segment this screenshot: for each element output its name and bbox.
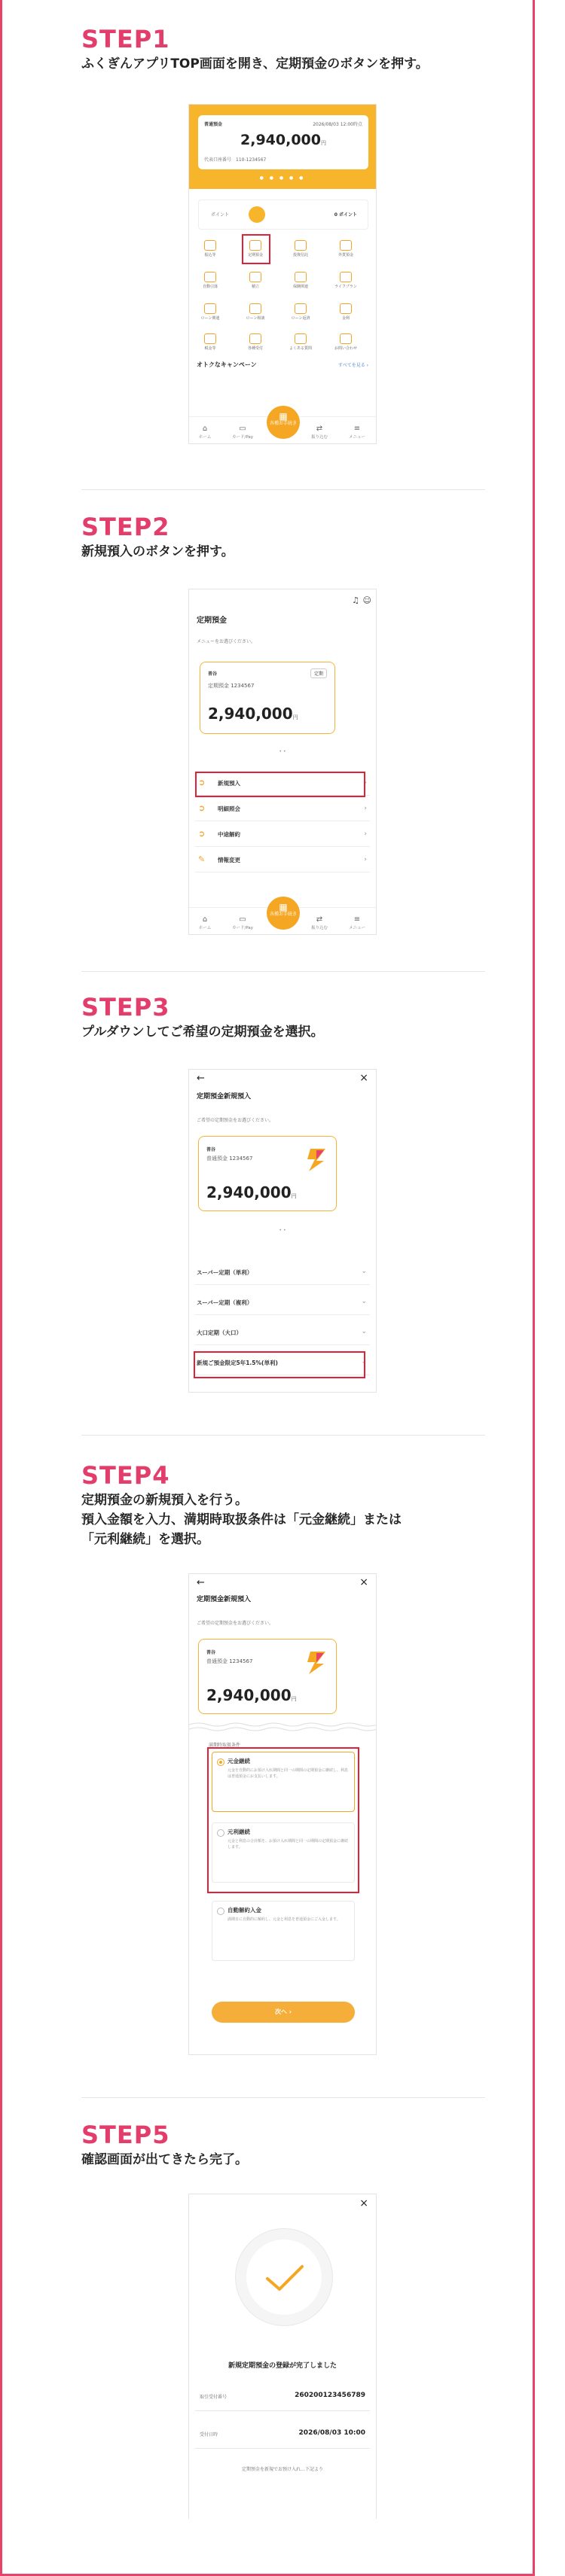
- chevron-right-icon: ›: [364, 856, 367, 863]
- menu-faq-icon[interactable]: よくある質問: [286, 333, 316, 351]
- tab-home[interactable]: ⌂ ホーム: [194, 915, 216, 930]
- tab-menu[interactable]: ≡ メニュー: [346, 915, 368, 930]
- points-unit: ポイント: [338, 212, 357, 218]
- branch-name: 普谷: [208, 671, 218, 677]
- step3-block: [81, 992, 324, 1042]
- screen2-subtitle: メニューをお選びください。: [197, 639, 256, 644]
- tab-home[interactable]: ⌂ ホーム: [194, 425, 216, 440]
- highlight-maturity-options: [207, 1747, 359, 1893]
- screen1-account-card[interactable]: [198, 115, 368, 169]
- separator-4: [81, 2097, 485, 2098]
- campaign-title: オトクなキャンペーン: [197, 361, 257, 368]
- account-label: 普通預金 1234567: [206, 1658, 253, 1664]
- menu-lifeplan-icon[interactable]: ライフプラン: [331, 272, 361, 289]
- close-icon[interactable]: ×: [359, 1072, 368, 1084]
- step4-description-line2: 預入金額を入力、満期時取扱条件は「元金継続」または: [81, 1512, 402, 1527]
- highlight-time-deposit: [242, 234, 270, 264]
- step4-heading: STEP4: [81, 1461, 170, 1490]
- bell-icon[interactable]: ♫: [352, 595, 359, 605]
- tab-card[interactable]: ▭ カード/Pay: [231, 425, 254, 440]
- points-value: 0: [334, 212, 337, 218]
- wave-divider: [189, 1722, 377, 1732]
- account-label: 定期預金 1234567: [208, 683, 255, 689]
- next-button[interactable]: 次へ ›: [212, 2002, 355, 2023]
- tab-transfer[interactable]: ⇄ 振り込む: [308, 915, 331, 930]
- screen3-subtitle: ご希望の定期預金をお選びください。: [197, 1118, 274, 1123]
- edit-icon: ✎: [198, 854, 206, 864]
- radio-unselected-icon: [217, 1908, 224, 1915]
- screen4-subtitle: ご希望の定期預金をお選びください。: [197, 1621, 274, 1626]
- branch-name: 普谷: [206, 1147, 216, 1153]
- tab-card[interactable]: ▭ カード/Pay: [231, 915, 254, 930]
- chevron-down-icon: ⌄: [361, 1358, 367, 1366]
- step5-description: 確認画面が出てきたら完了。: [81, 2152, 248, 2167]
- menu-rate-icon[interactable]: 金利: [331, 303, 361, 321]
- menu-foreign-icon[interactable]: 外貨預金: [331, 240, 361, 257]
- menu-loan-icon[interactable]: ローン関連: [195, 303, 225, 321]
- screen2-title: 定期預金: [197, 617, 227, 625]
- step2-block: [81, 512, 234, 562]
- mascot-icon: [249, 206, 265, 223]
- screen3-account-card[interactable]: [198, 1136, 337, 1211]
- screen2-account-card[interactable]: [200, 662, 335, 734]
- screen3-balance: 2,940,000: [206, 1183, 292, 1201]
- cancel-icon: ➲: [198, 829, 206, 839]
- balance-line: [208, 705, 298, 723]
- yen-unit: 円: [291, 1193, 297, 1199]
- account-number-label: 代表口座番号: [204, 157, 232, 163]
- points-card[interactable]: [198, 199, 368, 230]
- screen2-balance: 2,940,000: [208, 705, 293, 723]
- step5-heading: STEP5: [81, 2121, 170, 2149]
- screen4-new-deposit-form: [188, 1573, 377, 2055]
- account-label: 普通預金 1234567: [206, 1156, 253, 1162]
- account-number: 110-1234567: [236, 157, 267, 163]
- menu-savings-icon[interactable]: 積立: [240, 272, 270, 289]
- points-value-row: [334, 211, 357, 218]
- carousel-dots: ● ● ● ● ●: [259, 175, 306, 181]
- step2-description: 新規預入のボタンを押す。: [81, 544, 234, 559]
- close-icon[interactable]: ×: [359, 2197, 368, 2209]
- tab-transfer[interactable]: ⇄ 振り込む: [308, 425, 331, 440]
- screen5-complete: [188, 2194, 377, 2519]
- screen4-account-card[interactable]: [198, 1639, 337, 1714]
- step1-heading: STEP1: [81, 25, 170, 53]
- chevron-down-icon: ⌄: [361, 1298, 367, 1305]
- complete-footer-text: 定期預金を新規でお預け入れ…下記より: [241, 2467, 323, 2472]
- user-icon[interactable]: ☺: [362, 595, 371, 605]
- menu-tax-icon[interactable]: 税金等: [195, 333, 225, 351]
- card-icon: ▭: [239, 915, 246, 924]
- chart-icon: ▦: [279, 411, 288, 422]
- screen4-title: 定期預金新規預入: [197, 1596, 252, 1603]
- screen3-title: 定期預金新規預入: [197, 1093, 252, 1101]
- step1-block: [81, 24, 429, 74]
- option-large[interactable]: 大口定期（大口） ⌄: [195, 1315, 370, 1345]
- step4-description-line1: 定期預金の新規預入を行う。: [81, 1493, 248, 1508]
- account-number-row: [204, 156, 266, 163]
- transfer-icon: ⇄: [316, 915, 323, 924]
- account-datetime: 2026/08/03 12:00時点: [313, 122, 362, 127]
- step1-description: ふくぎんアプリTOP画面を開き、定期預金のボタンを押す。: [81, 56, 429, 72]
- option-auto-cancel[interactable]: 自動解約入金 満期日に自動的に解約し、元金と利息を普通預金にご入金します。: [212, 1901, 355, 1961]
- step5-block: [81, 2120, 248, 2170]
- statement-icon: ➲: [198, 803, 206, 813]
- reception-datetime-value: 2026/08/03 10:00: [298, 2429, 365, 2437]
- screen2-deposit-menu: [188, 589, 377, 935]
- option-super-compound[interactable]: スーパー定期（複利） ⌄: [195, 1285, 370, 1315]
- procedure-fab[interactable]: ▦ 各種お手続き: [267, 406, 300, 439]
- step3-description: プルダウンしてご希望の定期預金を選択。: [81, 1025, 324, 1040]
- home-icon: ⌂: [202, 425, 208, 433]
- back-icon[interactable]: ←: [197, 1577, 205, 1588]
- highlight-new-deposit: [195, 772, 365, 797]
- points-label: ポイント: [211, 212, 230, 218]
- menu-reception-icon[interactable]: 各種受付: [240, 333, 270, 351]
- maturity-section-label: 満期時取扱条件: [209, 1743, 241, 1748]
- chart-icon: ▦: [279, 902, 288, 912]
- flag-logo-icon: [306, 1650, 328, 1676]
- menu-info-change[interactable]: ✎ 情報変更 ›: [195, 847, 370, 872]
- option-principal-interest-continue[interactable]: 元利継続 元金と利息の合計額を、お預け入れ期間と同一の期間の定期預金に継続します。: [212, 1822, 355, 1883]
- menu-statement[interactable]: ➲ 明細照会 ›: [195, 796, 370, 821]
- balance-line: [206, 1686, 297, 1704]
- step4-block: [81, 1460, 402, 1549]
- check-circle: [246, 2240, 322, 2315]
- screen1-app-top: [188, 104, 377, 444]
- reception-number-value: 260200123456789: [295, 2392, 365, 2399]
- menu-icon: ≡: [353, 425, 361, 433]
- screen1-balance: 2,940,000: [240, 132, 321, 148]
- chevron-right-icon: ›: [364, 805, 367, 812]
- screen3-product-select: [188, 1069, 377, 1393]
- flag-logo-icon: [306, 1147, 328, 1173]
- balance-line: [198, 132, 368, 148]
- campaign-link[interactable]: すべてを見る ›: [337, 363, 368, 368]
- chevron-right-icon: ›: [364, 830, 367, 838]
- deposit-badge: 定期: [310, 668, 327, 678]
- menu-time-deposit-icon[interactable]: 定期預金: [240, 240, 270, 257]
- menu-loan-repay-icon[interactable]: ローン返済: [286, 303, 316, 321]
- step3-heading: STEP3: [81, 993, 170, 1022]
- yen-unit: 円: [291, 1696, 297, 1702]
- close-icon[interactable]: ×: [359, 1576, 368, 1588]
- menu-trust-icon[interactable]: 投資信託: [286, 240, 316, 257]
- separator-1: [81, 489, 485, 490]
- account-type: 普通預金: [204, 122, 223, 127]
- card-icon: ▭: [239, 425, 246, 433]
- screen4-balance: 2,940,000: [206, 1686, 292, 1704]
- separator-2: [81, 971, 485, 972]
- menu-transfer-icon[interactable]: 振込等: [195, 240, 225, 257]
- reception-number-row: [195, 2383, 370, 2411]
- yen-unit: 円: [292, 714, 298, 720]
- menu-cancel[interactable]: ➲ 中途解約 ›: [195, 821, 370, 847]
- reception-datetime-row: [195, 2420, 370, 2449]
- tab-menu[interactable]: ≡ メニュー: [346, 425, 368, 440]
- menu-auto-debit-icon[interactable]: 自動引落: [195, 272, 225, 289]
- home-icon: ⌂: [202, 915, 208, 924]
- option-super-simple[interactable]: スーパー定期（単利） ⌄: [195, 1255, 370, 1285]
- chevron-down-icon: ⌄: [361, 1268, 367, 1275]
- branch-name: 普谷: [206, 1650, 216, 1655]
- highlight-option: [194, 1351, 365, 1378]
- step2-heading: STEP2: [81, 513, 170, 541]
- yen-unit: 円: [320, 140, 326, 146]
- separator-3: [81, 1435, 485, 1436]
- carousel-dots: • •: [279, 749, 286, 754]
- transfer-icon: ⇄: [316, 425, 323, 433]
- chevron-down-icon: ⌄: [361, 1328, 367, 1335]
- balance-line: [206, 1183, 297, 1201]
- back-icon[interactable]: ←: [197, 1073, 205, 1084]
- step4-description-line3: 「元利継続」を選択。: [81, 1532, 209, 1547]
- option-new-5yr[interactable]: 新規ご預金限定5年1.5%(単利) ⌄: [195, 1345, 370, 1375]
- menu-new-deposit[interactable]: ➲ 新規預入 ›: [195, 770, 370, 796]
- check-icon: [246, 2240, 322, 2315]
- menu-contact-icon[interactable]: お問い合わせ: [331, 333, 361, 351]
- complete-title: 新規定期預金の登録が完了しました: [228, 2362, 337, 2370]
- menu-icon: ≡: [353, 915, 361, 924]
- reception-number-label: 取引受付番号: [200, 2395, 228, 2400]
- option-principal-continue[interactable]: 元金継続 元金を自動的にお預け入れ期間と同一の期間の定期預金に継続し、利息は普通預金にお支払いします。: [212, 1752, 355, 1812]
- menu-loan-consult-icon[interactable]: ローン相談: [240, 303, 270, 321]
- carousel-dots: • •: [279, 1228, 286, 1233]
- menu-insurance-icon[interactable]: 保険関連: [286, 272, 316, 289]
- procedure-fab[interactable]: ▦ 各種お手続き: [267, 897, 300, 930]
- chevron-right-icon: ›: [364, 779, 367, 787]
- new-deposit-icon: ➲: [198, 778, 206, 787]
- reception-datetime-label: 受付日時: [200, 2432, 218, 2437]
